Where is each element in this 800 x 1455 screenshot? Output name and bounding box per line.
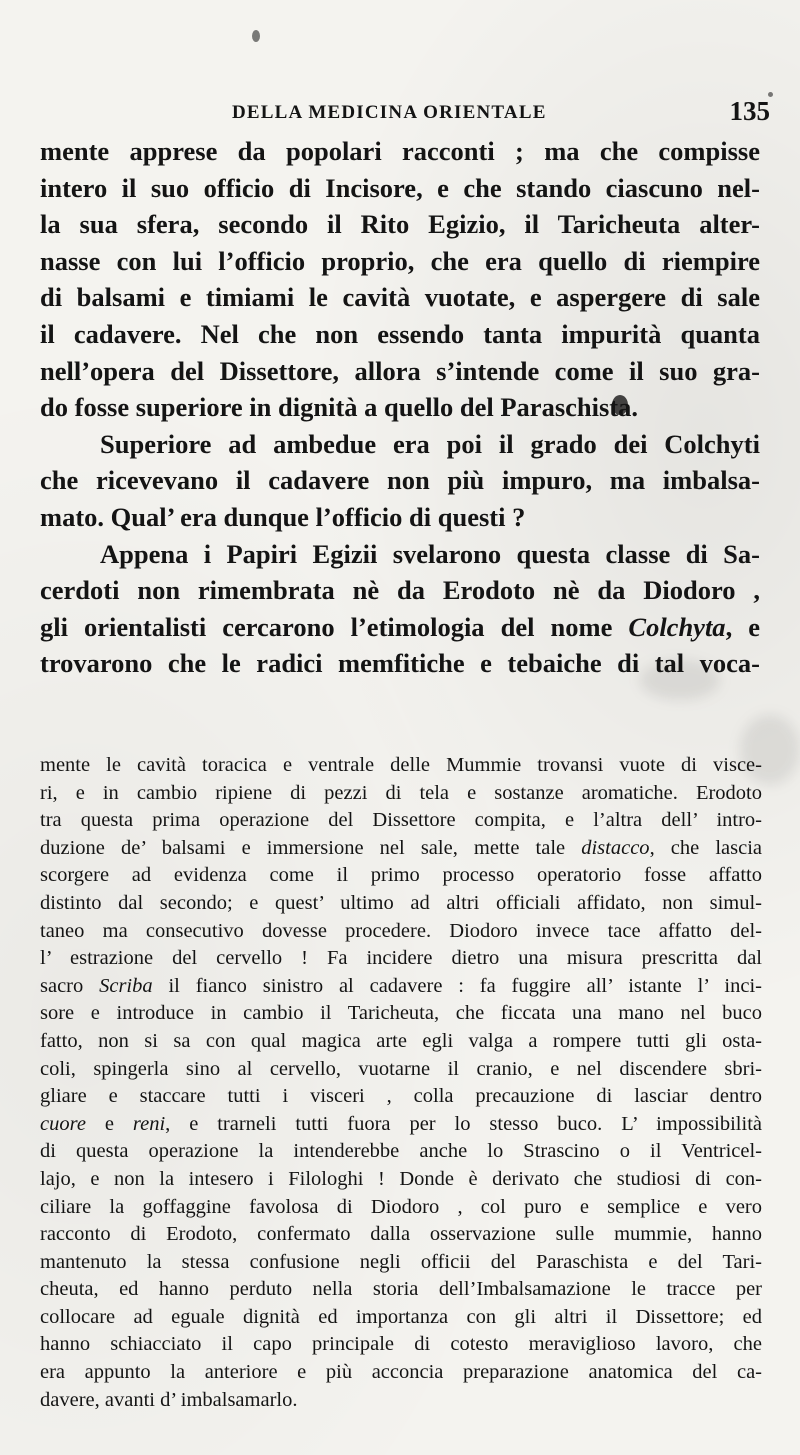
footnote-line: di questa operazione la intenderebbe anche lo Strascino o il Ventricel-: [40, 1140, 762, 1163]
footnote-line: davere, avanti d’ imbalsamarlo.: [40, 1388, 298, 1411]
footnote-line: lajo, e non la intesero i Filologhi ! Donde è derivato che studiosi di con-: [40, 1167, 762, 1190]
text-line: Appena i Papiri Egizii svelarono questa classe di Sa-: [100, 538, 760, 569]
footnote-line: sacro Scriba il fianco sinistro al cadavere : fa fuggire all’ istante l’ inci-: [40, 974, 762, 997]
footnote-line: scorgere ad evidenza come il primo processo operatorio fosse affatto: [40, 864, 762, 887]
text-line: che ricevevano il cadavere non più impuro, ma imbalsa-: [40, 465, 760, 496]
text-line: cerdoti non rimembrata nè da Erodoto nè da Diodoro ,: [40, 575, 760, 606]
running-head-title: DELLA MEDICINA ORIENTALE: [232, 102, 547, 123]
text-line: di balsami e timiami le cavità vuotate, e aspergere di sale: [40, 282, 760, 313]
text-line: nasse con lui l’officio proprio, che era quello di riempire: [40, 245, 760, 276]
text-line: trovarono che le radici memfitiche e tebaiche di tal voca-: [40, 648, 760, 679]
ink-speck: [252, 30, 260, 42]
page-number: 135: [729, 96, 770, 126]
footnote-text: [40, 752, 762, 1414]
footnote-line: distinto dal secondo; e quest’ ultimo ad altri officiali affidato, non simul-: [40, 891, 762, 914]
footnote-line: l’ estrazione del cervello ! Fa incidere dietro una misura prescritta dal: [40, 947, 762, 970]
footnote-line: ciliare la goffaggine favolosa di Diodoro , col puro e semplice e vero: [40, 1195, 762, 1218]
footnote-line: taneo ma consecutivo dovesse procedere. Diodoro invece tace affatto del-: [40, 919, 762, 942]
footnote-line: racconto di Erodoto, confermato dalla osservazione sulle mummie, hanno: [40, 1223, 762, 1246]
footnote-line: mente le cavità toracica e ventrale delle Mummie trovansi vuote di visce-: [40, 754, 762, 776]
running-head: [40, 96, 770, 132]
text-line: do fosse superiore in dignità a quello del Paraschista.: [40, 392, 639, 423]
footnote-line: era appunto la anteriore e più acconcia preparazione anatomica del ca-: [40, 1361, 762, 1384]
footnote-line: cheuta, ed hanno perduto nella storia dell’Imbalsamazione le tracce per: [40, 1278, 762, 1301]
footnote-line: gliare e staccare tutti i visceri , colla precauzione di lasciar dentro: [40, 1085, 762, 1108]
footnote-line: cuore e reni, e trarneli tutti fuora per lo stesso buco. L’ impossibilità: [40, 1112, 762, 1135]
footnote-line: ri, e in cambio ripiene di pezzi di tela e sostanze aromatiche. Erodoto: [40, 781, 762, 804]
text-line: la sua sfera, secondo il Rito Egizio, il Taricheuta alter-: [40, 209, 760, 240]
footnote-line: collocare ad eguale dignità ed importanza con gli altri il Dissettore; ed: [40, 1305, 762, 1328]
text-line: il cadavere. Nel che non essendo tanta impurità quanta: [40, 318, 760, 349]
footnote-line: tra questa prima operazione del Dissettore compita, e l’altra dell’ intro-: [40, 809, 762, 832]
text-line: gli orientalisti cercarono l’etimologia del nome Colchyta, e: [40, 611, 760, 642]
text-line: mato. Qual’ era dunque l’officio di questi ?: [40, 501, 526, 532]
footnote-line: duzione de’ balsami e immersione nel sale, mette tale distacco, che lascia: [40, 836, 762, 859]
footnote-line: sore e introduce in cambio il Taricheuta, che ficcata una mano nel buco: [40, 1002, 762, 1025]
text-line: intero il suo officio di Incisore, e che stando ciascuno nel-: [40, 172, 760, 203]
footnote-line: fatto, non si sa con qual magica arte egli valga a rompere tutti gli osta-: [40, 1029, 762, 1052]
text-line: nell’opera del Dissettore, allora s’intende come il suo gra-: [40, 355, 760, 386]
text-line: Superiore ad ambedue era poi il grado dei Colchyti: [100, 428, 760, 459]
footnote-line: hanno schiacciato il capo principale di cotesto meraviglioso lavoro, che: [40, 1333, 762, 1356]
footnote-line: mantenuto la stessa confusione negli officii del Paraschista e del Tari-: [40, 1250, 762, 1273]
main-text: [40, 133, 760, 682]
text-line: mente apprese da popolari racconti ; ma che compisse: [40, 136, 760, 166]
footnote-line: coli, spingerla sino al cervello, vuotarne il cranio, e nel discendere sbri-: [40, 1057, 762, 1080]
